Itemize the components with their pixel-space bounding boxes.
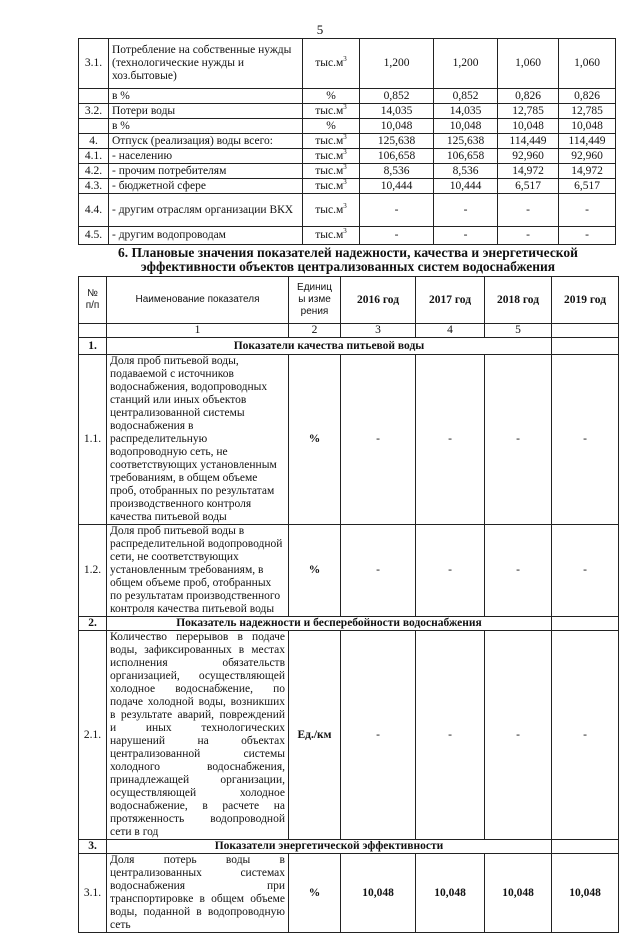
row-unit	[303, 39, 360, 89]
row-name: - населению	[109, 149, 303, 164]
column-numbers-row	[79, 324, 619, 338]
row-value: 10,048	[360, 119, 434, 134]
row-unit	[303, 227, 360, 245]
row-unit	[303, 134, 360, 149]
row-value: 0,826	[498, 89, 559, 104]
row-value: 14,972	[559, 164, 616, 179]
row-value: -	[498, 227, 559, 245]
table-row	[79, 104, 616, 119]
header-num: № п/п	[79, 277, 107, 324]
section-title: Показатель надежности и бесперебойности водоснабжения	[107, 617, 552, 631]
row-value: 125,638	[360, 134, 434, 149]
unit-superscript: 3	[343, 55, 347, 64]
indicator-unit: %	[289, 854, 341, 933]
col-number: 3	[341, 324, 416, 338]
row-number: 3.1.	[79, 854, 107, 933]
indicator-value: -	[416, 355, 485, 525]
row-value: 10,048	[434, 119, 498, 134]
empty-cell	[552, 338, 619, 355]
unit-text: %	[326, 89, 336, 102]
row-value: -	[360, 194, 434, 227]
indicator-value: 10,048	[416, 854, 485, 933]
header-year-2018: 2018 год	[485, 277, 552, 324]
row-number: 4.	[79, 134, 109, 149]
empty-cell	[552, 617, 619, 631]
section-header-row	[79, 840, 619, 854]
table-row	[79, 355, 619, 525]
row-number: 1.2.	[79, 525, 107, 617]
row-value: 14,035	[360, 104, 434, 119]
row-name: Отпуск (реализация) воды всего:	[109, 134, 303, 149]
water-balance-table	[78, 38, 616, 245]
row-value: -	[559, 227, 616, 245]
row-value: 1,200	[360, 39, 434, 89]
section-header-row	[79, 338, 619, 355]
row-number: 3.2.	[79, 104, 109, 119]
section-number: 3.	[79, 840, 107, 854]
row-unit	[303, 119, 360, 134]
unit-superscript: 3	[343, 227, 347, 236]
indicator-value: -	[485, 525, 552, 617]
row-value: 10,444	[360, 179, 434, 194]
row-unit	[303, 104, 360, 119]
indicator-value: 10,048	[552, 854, 619, 933]
row-number: 1.1.	[79, 355, 107, 525]
row-number: 4.5.	[79, 227, 109, 245]
row-value: 10,444	[434, 179, 498, 194]
row-number	[79, 89, 109, 104]
row-value: 10,048	[559, 119, 616, 134]
row-name: - прочим потребителям	[109, 164, 303, 179]
header-year-2017: 2017 год	[416, 277, 485, 324]
header-year-2019: 2019 год	[552, 277, 619, 324]
section-number: 1.	[79, 338, 107, 355]
unit-superscript: 3	[343, 162, 347, 171]
row-unit	[303, 89, 360, 104]
row-name: Потребление на собственные нужды (технологические нужды и хоз.бытовые)	[109, 39, 303, 89]
indicators-table	[78, 276, 619, 933]
col-number: 4	[416, 324, 485, 338]
unit-text: тыс.м	[315, 203, 344, 216]
row-unit	[303, 194, 360, 227]
row-value: 8,536	[360, 164, 434, 179]
indicator-name: Доля потерь воды в централизованных системах водоснабжения при транспортировке в общем объеме воды, поданной в водопроводную сеть	[107, 854, 289, 933]
indicator-value: -	[485, 355, 552, 525]
row-value: 0,852	[360, 89, 434, 104]
section-title-line-1: 6. Плановые значения показателей надежности, качества и энергетической	[118, 245, 578, 260]
row-value: -	[434, 227, 498, 245]
row-value: -	[434, 194, 498, 227]
header-unit: Единицы измерения	[289, 277, 341, 324]
table-row	[79, 89, 616, 104]
indicator-value: -	[341, 631, 416, 840]
unit-text: тыс.м	[315, 149, 344, 162]
indicator-value: -	[552, 525, 619, 617]
indicator-name: Доля проб питьевой воды в распределительной водопроводной сети, не соответствующих установленным требованиям, в общем объеме проб, отобранных по результатам производственного контроля качества питьевой воды	[107, 525, 289, 617]
unit-text: тыс.м	[315, 229, 344, 241]
row-value: -	[498, 194, 559, 227]
row-name: в %	[109, 119, 303, 134]
header-row	[79, 277, 619, 324]
row-value: 106,658	[360, 149, 434, 164]
row-name: в %	[109, 89, 303, 104]
row-name: - другим водопроводам	[109, 227, 303, 245]
row-name: Потери воды	[109, 104, 303, 119]
table-row	[79, 119, 616, 134]
row-value: 114,449	[498, 134, 559, 149]
table-row	[79, 854, 619, 933]
row-number: 3.1.	[79, 39, 109, 89]
row-value: 14,972	[498, 164, 559, 179]
unit-superscript: 3	[343, 177, 347, 186]
row-value: 12,785	[559, 104, 616, 119]
unit-superscript: 3	[343, 147, 347, 156]
table-row	[79, 164, 616, 179]
row-value: 8,536	[434, 164, 498, 179]
unit-text: тыс.м	[315, 57, 344, 69]
row-name: - бюджетной сфере	[109, 179, 303, 194]
page-number: 5	[316, 22, 324, 37]
row-value: 12,785	[498, 104, 559, 119]
row-value: 1,060	[498, 39, 559, 89]
row-number: 2.1.	[79, 631, 107, 840]
row-name: - другим отраслям организации ВКХ	[109, 194, 303, 227]
row-value: 114,449	[559, 134, 616, 149]
unit-text: тыс.м	[315, 104, 344, 117]
empty-cell	[552, 840, 619, 854]
section-title: Показатели качества питьевой воды	[107, 338, 552, 355]
row-value: 1,200	[434, 39, 498, 89]
indicator-unit: Ед./км	[289, 631, 341, 840]
indicator-value: -	[416, 631, 485, 840]
unit-superscript: 3	[343, 201, 347, 210]
row-value: 92,960	[498, 149, 559, 164]
col-number: 5	[485, 324, 552, 338]
row-unit	[303, 179, 360, 194]
indicator-value: -	[485, 631, 552, 840]
col-number	[79, 324, 107, 338]
indicator-value: -	[552, 355, 619, 525]
unit-superscript: 3	[343, 102, 347, 111]
row-number	[79, 119, 109, 134]
unit-superscript: 3	[343, 132, 347, 141]
table-row	[79, 194, 616, 227]
row-value: 6,517	[559, 179, 616, 194]
row-value: 10,048	[498, 119, 559, 134]
row-value: 14,035	[434, 104, 498, 119]
indicator-unit: %	[289, 525, 341, 617]
section-number: 2.	[79, 617, 107, 631]
row-number: 4.4.	[79, 194, 109, 227]
section-title	[78, 246, 618, 274]
indicator-unit: %	[289, 355, 341, 525]
indicator-value: -	[416, 525, 485, 617]
row-value: 1,060	[559, 39, 616, 89]
row-value: 0,852	[434, 89, 498, 104]
row-number: 4.3.	[79, 179, 109, 194]
row-unit	[303, 149, 360, 164]
indicator-value: -	[341, 525, 416, 617]
table-row	[79, 525, 619, 617]
row-value: 106,658	[434, 149, 498, 164]
indicator-name: Доля проб питьевой воды, подаваемой с источников водоснабжения, водопроводных станций или иных объектов централизованной системы водоснабжения в распределительную водопроводную сеть, не соответствующих установленным требованиям, в общем объеме проб, отобранных по результатам производственного контроля качества питьевой воды	[107, 355, 289, 525]
indicator-value: -	[552, 631, 619, 840]
row-value: 125,638	[434, 134, 498, 149]
unit-text: тыс.м	[315, 164, 344, 177]
indicator-value: -	[341, 355, 416, 525]
row-value: 92,960	[559, 149, 616, 164]
row-value: -	[559, 194, 616, 227]
table-row	[79, 134, 616, 149]
row-value: -	[360, 227, 434, 245]
table-row	[79, 631, 619, 840]
row-value: 0,826	[559, 89, 616, 104]
unit-text: тыс.м	[315, 134, 344, 147]
col-number	[552, 324, 619, 338]
table-row	[79, 179, 616, 194]
col-number: 1	[107, 324, 289, 338]
section-title: Показатели энергетической эффективности	[107, 840, 552, 854]
table-row	[79, 227, 616, 245]
header-year-2016: 2016 год	[341, 277, 416, 324]
unit-text: тыс.м	[315, 179, 344, 192]
table-row	[79, 39, 616, 89]
unit-text: %	[326, 119, 336, 132]
row-unit	[303, 164, 360, 179]
indicator-value: 10,048	[485, 854, 552, 933]
row-number: 4.1.	[79, 149, 109, 164]
table-row	[79, 149, 616, 164]
row-number: 4.2.	[79, 164, 109, 179]
indicator-value: 10,048	[341, 854, 416, 933]
section-title-line-2: эффективности объектов централизованных систем водоснабжения	[140, 259, 556, 274]
row-value: 6,517	[498, 179, 559, 194]
col-number: 2	[289, 324, 341, 338]
section-header-row	[79, 617, 619, 631]
header-name: Наименование показателя	[107, 277, 289, 324]
indicator-name: Количество перерывов в подаче воды, зафиксированных в местах исполнения обязательств организацией, осуществляющей холодное водоснабжение, по подаче холодной воды, возникших в результате аварий, повреждений и иных технологических нарушений на объектах централизованной системы холодного водоснабжения, принадлежащей организации, осуществляющей холодное водоснабжение, в расчете на протяженность водопроводной сети в год	[107, 631, 289, 840]
